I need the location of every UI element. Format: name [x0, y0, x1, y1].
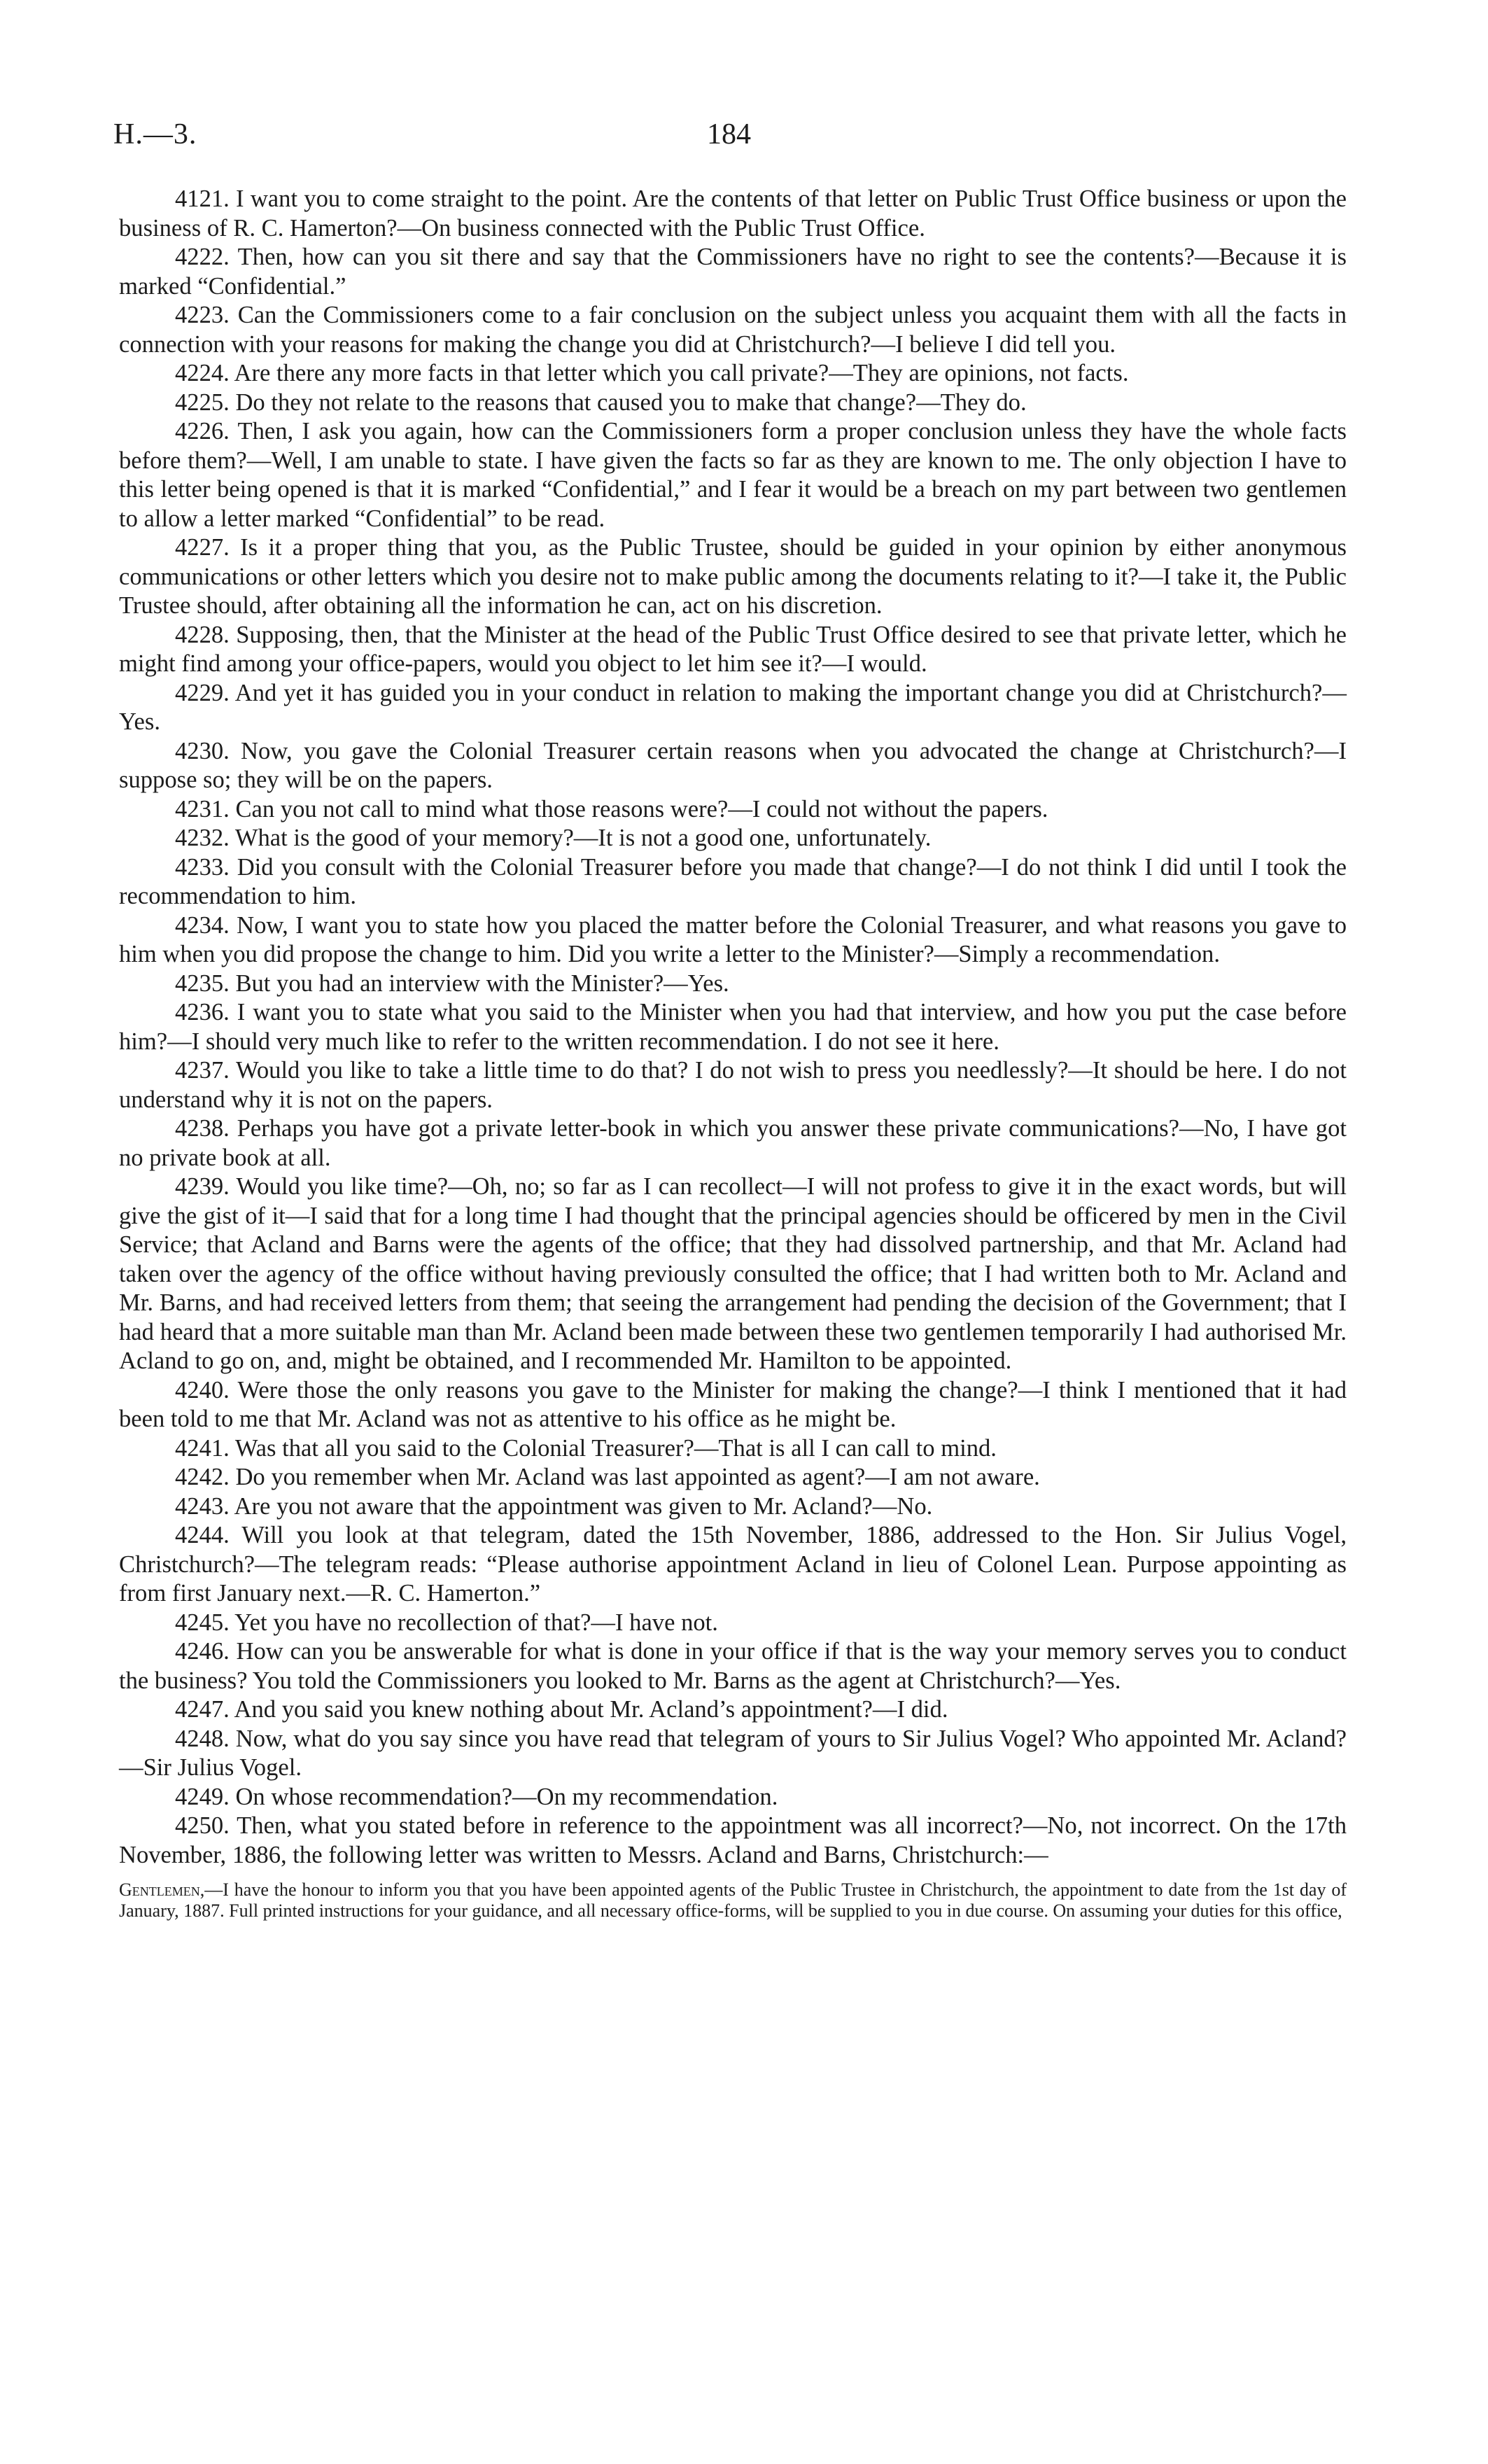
paragraph: 4229. And yet it has guided you in your conduct in relation to making the important change you did at Christchurch?—Yes.	[119, 679, 1347, 735]
paragraph: 4236. I want you to state what you said to the Minister when you had that interview, and how you put the case before him?—I should very much like to refer to the written recommendation. I do not see it here.	[119, 999, 1347, 1055]
paragraph: 4245. Yet you have no recollection of that?—I have not.	[175, 1609, 718, 1636]
paragraph: 4226. Then, I ask you again, how can the Commissioners form a proper conclusion unless they have the whole facts before them?—Well, I am unable to state. I have given the facts so far as they are known to me. The only objection I have to this letter being opened is that it is marked “Confidential,” and I fear it would be a breach on my part between two gentlemen to allow a letter marked “Confidential” to be read.	[119, 418, 1347, 532]
page-number: 184	[707, 118, 751, 150]
quoted-letter	[119, 1879, 1347, 1921]
testimony-body	[119, 185, 1347, 1921]
paragraph: 4228. Supposing, then, that the Minister at the head of the Public Trust Office desired to see that private letter, which he might find among your office-papers, would you object to let him see it?—I would.	[119, 621, 1347, 677]
letter-salutation: Gentlemen,	[119, 1879, 205, 1900]
paragraph: 4225. Do they not relate to the reasons that caused you to make that change?—They do.	[175, 388, 1027, 416]
paragraph: 4231. Can you not call to mind what those reasons were?—I could not without the papers.	[175, 795, 1048, 822]
paragraph: 4235. But you had an interview with the Minister?—Yes.	[175, 969, 729, 997]
paragraph: 4234. Now, I want you to state how you placed the matter before the Colonial Treasurer, and what reasons you gave to him when you did propose the change to him. Did you write a letter to the Minister?—Simply a recommendation.	[119, 911, 1347, 967]
paragraph: 4121. I want you to come straight to the point. Are the contents of that letter on Public Trust Office business or upon the business of R. C. Hamerton?—On business connected with the Public Trust Office.	[119, 186, 1347, 241]
paragraph: 4227. Is it a proper thing that you, as the Public Trustee, should be guided in your opinion by either anonymous communications or other letters which you desire not to make public among the documents relating to it?—I take it, the Public Trustee should, after obtaining all the information he can, act on his discretion.	[119, 534, 1347, 619]
paragraph: 4248. Now, what do you say since you have read that telegram of yours to Sir Julius Vogel? Who appointed Mr. Acland?—Sir Julius Vogel.	[119, 1725, 1347, 1781]
letter-text: —I have the honour to inform you that you have been appointed agents of the Public Trustee in Christchurch, the appointment to date from the 1st day of January, 1887. Full printed instructions for your guidance, and all necessary office-forms, will be supplied to you in due course. On assuming your duties for this office,	[119, 1879, 1347, 1921]
paragraph: 4246. How can you be answerable for what is done in your office if that is the way your memory serves you to conduct the business? You told the Commissioners you looked to Mr. Barns as the agent at Christchurch?—Yes.	[119, 1638, 1347, 1694]
page-header	[0, 118, 1488, 160]
paragraph: 4232. What is the good of your memory?—It is not a good one, unfortunately.	[175, 825, 932, 851]
paragraph: 4222. Then, how can you sit there and say that the Commissioners have no right to see the contents?—Because it is marked “Confidential.”	[119, 244, 1347, 300]
paragraph: 4243. Are you not aware that the appointment was given to Mr. Acland?—No.	[175, 1492, 933, 1520]
paragraph: 4224. Are there any more facts in that letter which you call private?—They are opinions, not facts.	[175, 360, 1129, 386]
paragraph: 4247. And you said you knew nothing about Mr. Acland’s appointment?—I did.	[175, 1696, 948, 1723]
paragraph: 4230. Now, you gave the Colonial Treasurer certain reasons when you advocated the change at Christchurch?—I suppose so; they will be on the papers.	[119, 737, 1347, 793]
paragraph: 4241. Was that all you said to the Colonial Treasurer?—That is all I can call to mind.	[175, 1434, 997, 1462]
paragraph: 4242. Do you remember when Mr. Acland was last appointed as agent?—I am not aware.	[175, 1464, 1040, 1490]
document-reference: H.—3.	[113, 118, 197, 150]
paragraph: 4249. On whose recommendation?—On my recommendation.	[175, 1783, 778, 1810]
paragraph: 4240. Were those the only reasons you gave to the Minister for making the change?—I think I mentioned that it had been told to me that Mr. Acland was not as attentive to his office as he might be.	[119, 1376, 1347, 1432]
paragraph: 4244. Will you look at that telegram, dated the 15th November, 1886, addressed to the Hon. Sir Julius Vogel, Christchurch?—The telegram reads: “Please authorise appointment Acland in lieu of Colonel Lean. Purpose appointing as from first January next.—R. C. Hamerton.”	[119, 1522, 1347, 1606]
paragraph: 4237. Would you like to take a little time to do that? I do not wish to press you needlessly?—It should be here. I do not understand why it is not on the papers.	[119, 1057, 1347, 1113]
paragraph: 4250. Then, what you stated before in reference to the appointment was all incorrect?—No, not incorrect. On the 17th November, 1886, the following letter was written to Messrs. Acland and Barns, Christchurch:—	[119, 1812, 1347, 1868]
paragraph: 4238. Perhaps you have got a private letter-book in which you answer these private communications?—No, I have got no private book at all.	[119, 1115, 1347, 1171]
paragraph: 4239. Would you like time?—Oh, no; so far as I can recollect—I will not profess to give it in the exact words, but will give the gist of it—I said that for a long time I had thought that the principal agencies should be officered by men in the Civil Service; that Acland and Barns were the agents of the office; that they had dissolved partnership, and that Mr. Acland had taken over the agency of the office without having previously consulted the office; that I had written both to Mr. Acland and Mr. Barns, and had received letters from them; that seeing the arrangement had pending the decision of the Government; that I had heard that a more suitable man than Mr. Acland been made between these two gentlemen temporarily I had authorised Mr. Acland to go on, and, might be obtained, and I recommended Mr. Hamilton to be appointed.	[119, 1173, 1347, 1374]
paragraph: 4233. Did you consult with the Colonial Treasurer before you made that change?—I do not think I did until I took the recommendation to him.	[119, 853, 1347, 909]
paragraph: 4223. Can the Commissioners come to a fair conclusion on the subject unless you acquaint them with all the facts in connection with your reasons for making the change you did at Christchurch?—I believe I did tell you.	[119, 302, 1347, 358]
